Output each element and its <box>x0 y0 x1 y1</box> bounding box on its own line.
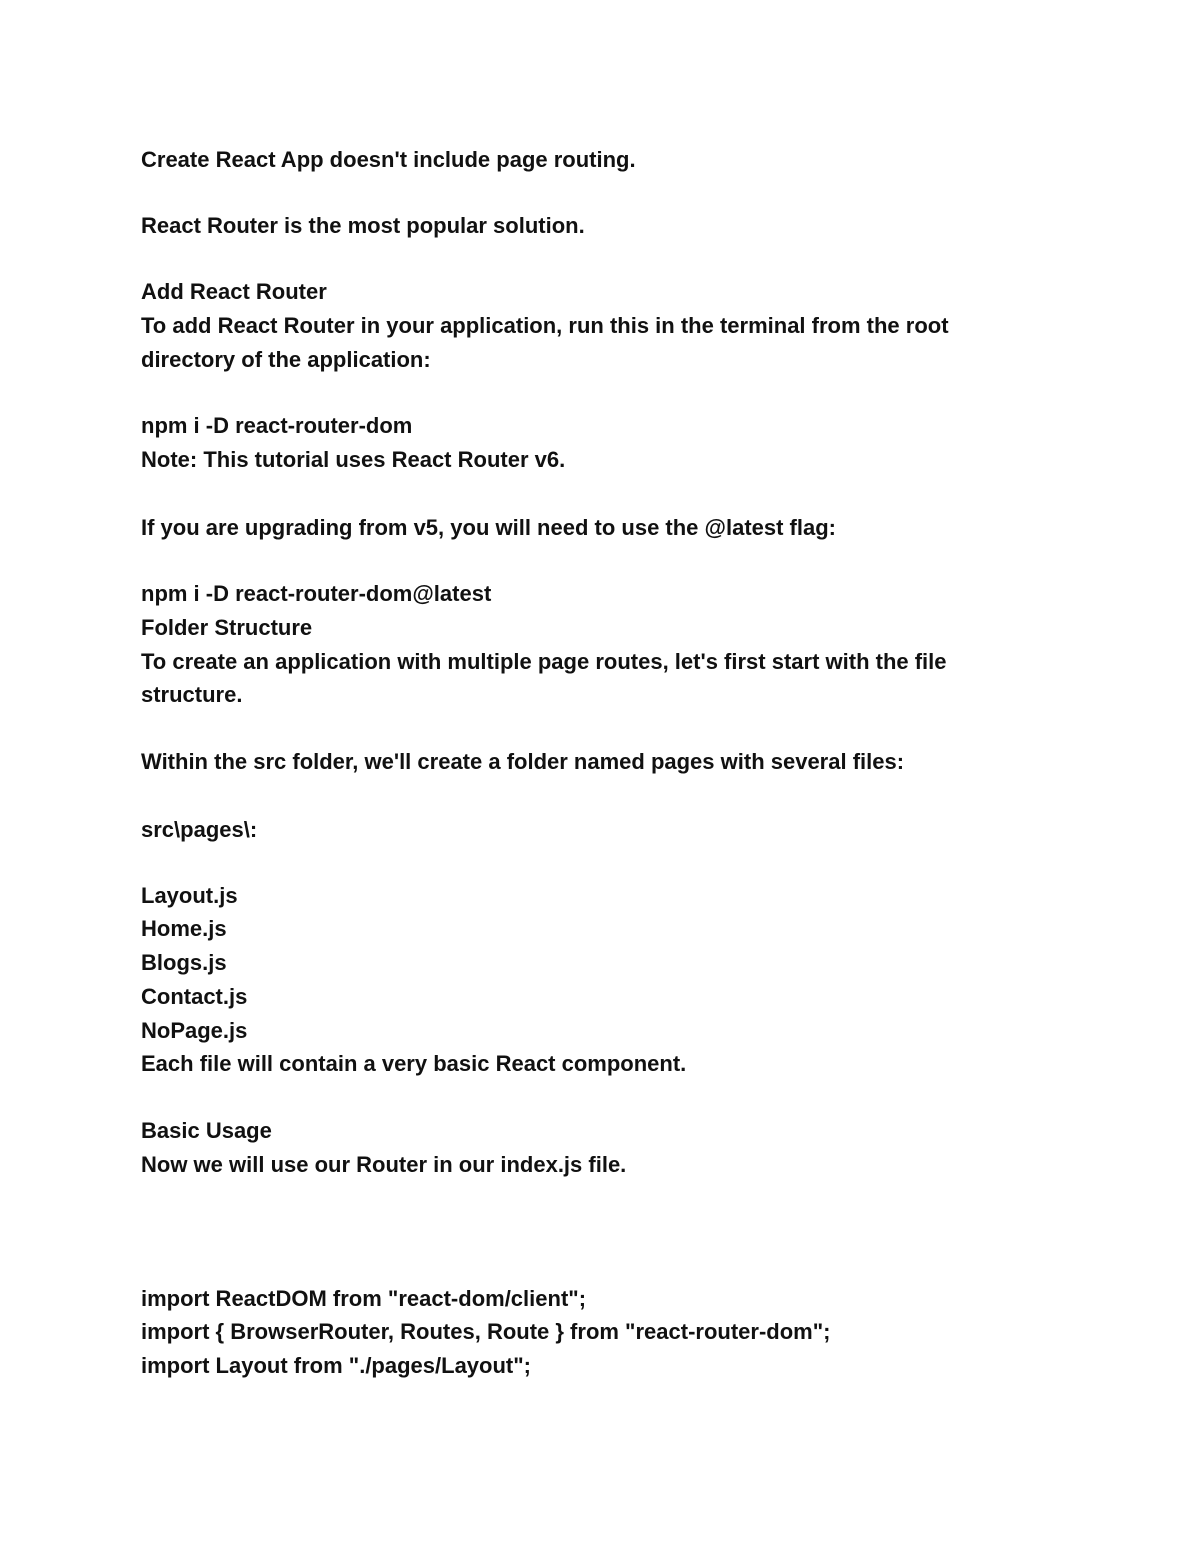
section-heading-add-react-router: Add React Router <box>141 279 327 304</box>
paragraph-line: To create an application with multiple page routes, let's first start with the file <box>141 649 947 674</box>
path-line: src\pages\: <box>141 817 258 842</box>
section-heading-basic-usage: Basic Usage <box>141 1118 272 1143</box>
code-line: import ReactDOM from "react-dom/client"; <box>141 1286 587 1311</box>
intro-line: React Router is the most popular solution. <box>141 213 585 238</box>
paragraph-line: directory of the application: <box>141 347 431 372</box>
intro-line: Create React App doesn't include page routing. <box>141 147 636 172</box>
paragraph-line: Within the src folder, we'll create a folder named pages with several files: <box>141 749 905 774</box>
paragraph-line: Each file will contain a very basic React component. <box>141 1051 687 1076</box>
file-list-item: Layout.js <box>141 883 238 908</box>
note-line: Note: This tutorial uses React Router v6. <box>141 447 566 472</box>
command-line: npm i -D react-router-dom <box>141 413 413 438</box>
paragraph-line: To add React Router in your application, run this in the terminal from the root <box>141 313 949 338</box>
file-list-item: Home.js <box>141 916 227 941</box>
code-line: import Layout from "./pages/Layout"; <box>141 1353 531 1378</box>
file-list-item: Contact.js <box>141 984 248 1009</box>
paragraph-line: If you are upgrading from v5, you will need to use the @latest flag: <box>141 515 836 540</box>
file-list-item: Blogs.js <box>141 950 227 975</box>
file-list-item: NoPage.js <box>141 1018 248 1043</box>
paragraph-line: Now we will use our Router in our index.js file. <box>141 1152 627 1177</box>
code-line: import { BrowserRouter, Routes, Route } from "react-router-dom"; <box>141 1319 831 1344</box>
section-heading-folder-structure: Folder Structure <box>141 615 313 640</box>
paragraph-line: structure. <box>141 682 243 707</box>
command-line: npm i -D react-router-dom@latest <box>141 581 492 606</box>
